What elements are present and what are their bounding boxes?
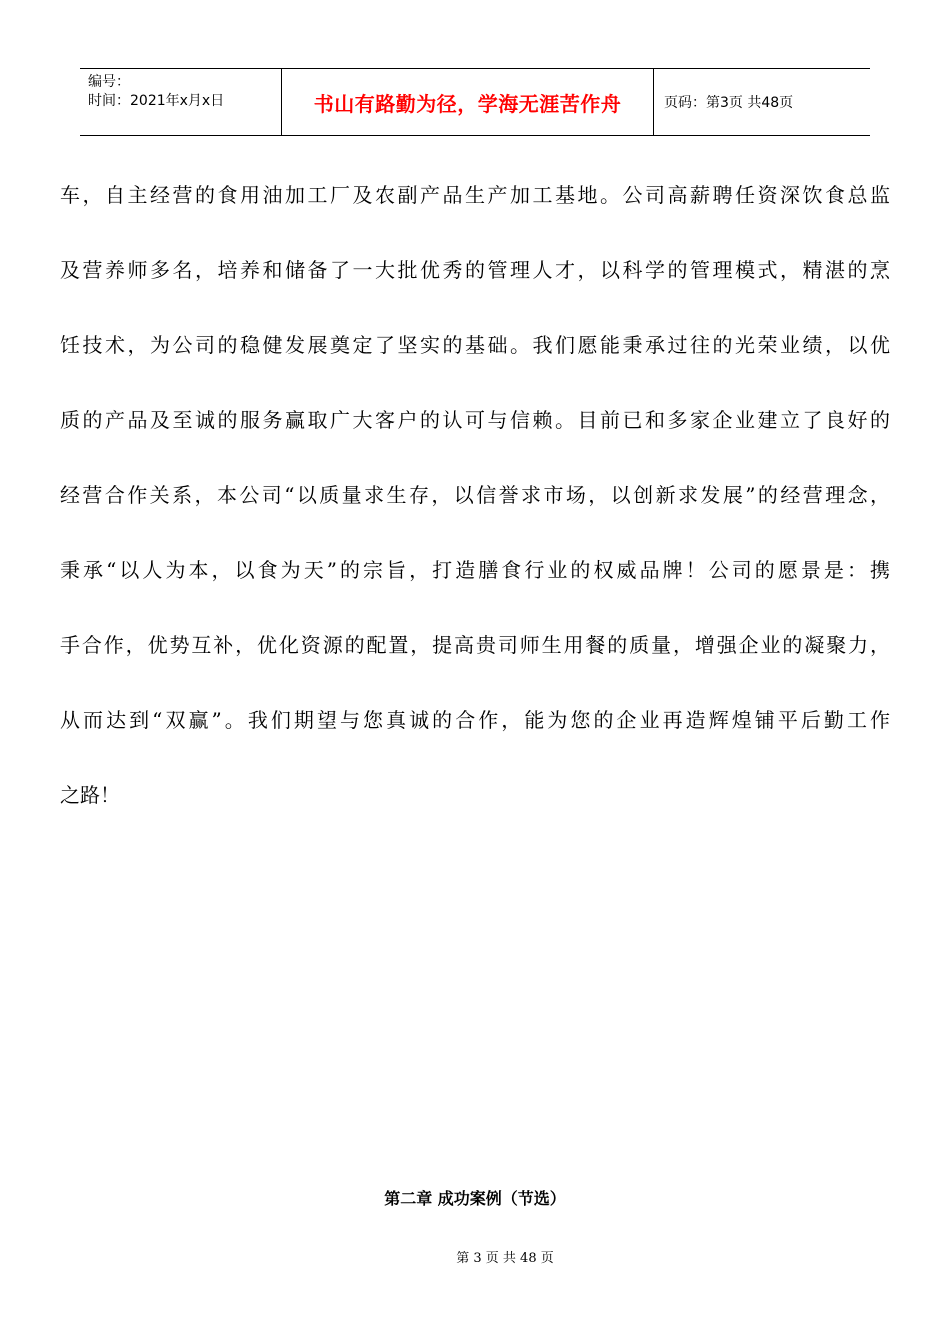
paragraph-line: 饪技术，为公司的稳健发展奠定了坚实的基础。我们愿能秉承过往的光荣业绩，以优 [60, 333, 890, 357]
paragraph-line: 秉承“以人为本，以食为天”的宗旨，打造膳食行业的权威品牌！公司的愿景是：携 [60, 558, 890, 582]
paragraph-line: 及营养师多名，培养和储备了一大批优秀的管理人才，以科学的管理模式，精湛的烹 [60, 258, 890, 282]
header-meta-cell [80, 69, 282, 135]
paragraph-line: 从而达到“双赢”。我们期望与您真诚的合作，能为您的企业再造辉煌铺平后勤工作 [60, 708, 890, 732]
paragraph-line: 之路！ [60, 783, 120, 807]
page-footer: 第 3 页 共 48 页 [456, 1251, 554, 1266]
header-page-info: 页码：第3页 共48页 [664, 95, 794, 111]
paragraph-line: 经营合作关系，本公司“以质量求生存，以信誉求市场，以创新求发展”的经营理念， [60, 483, 890, 507]
paragraph-line: 质的产品及至诚的服务赢取广大客户的认可与信赖。目前已和多家企业建立了良好的 [60, 408, 890, 432]
document-number-label: 编号： [88, 74, 130, 90]
chapter-title: 第二章 成功案例（节选） [384, 1189, 566, 1208]
header-motto: 书山有路勤为径，学海无涯苦作舟 [313, 91, 622, 116]
paragraph-line: 手合作，优势互补，优化资源的配置，提高贵司师生用餐的质量，增强企业的凝聚力， [60, 633, 890, 657]
header-motto-cell [282, 69, 654, 135]
document-date: 时间：2021年x月x日 [88, 93, 225, 109]
header-page-cell [654, 69, 870, 135]
paragraph-line: 车，自主经营的食用油加工厂及农副产品生产加工基地。公司高薪聘任资深饮食总监 [60, 183, 890, 207]
body-paragraph [60, 158, 890, 833]
document-header [80, 68, 870, 136]
